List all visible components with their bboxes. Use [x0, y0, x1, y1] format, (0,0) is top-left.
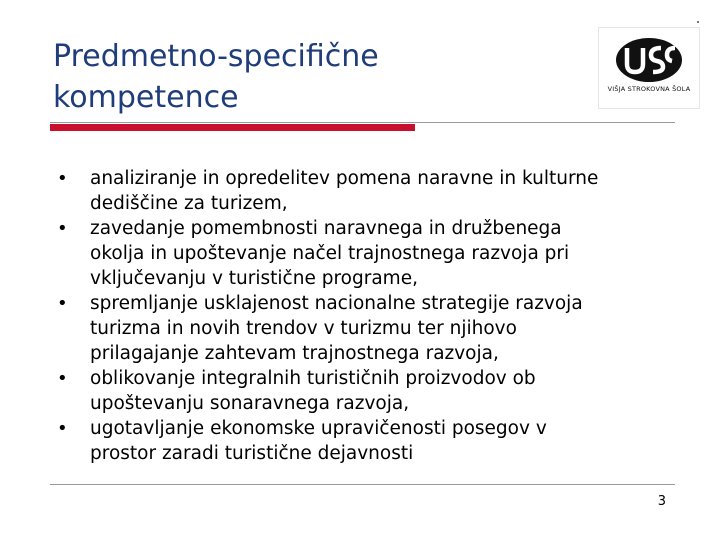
bullet-text: oblikovanje integralnih turističnih proizvodov ob upoštevanju sonaravnega razvoja,	[90, 368, 536, 414]
bullet-item	[50, 416, 680, 466]
footer-divider	[50, 484, 675, 485]
bullet-item	[50, 216, 680, 291]
bullet-icon: •	[57, 368, 68, 389]
slide-title: Predmetno-specifične kompetence	[53, 39, 379, 115]
corner-dot	[697, 21, 699, 23]
bullet-icon: •	[57, 218, 68, 239]
school-logo	[598, 27, 700, 109]
bullet-item	[50, 291, 680, 366]
logo-caption: VIŠJA STROKOVNA ŠOLA	[607, 85, 691, 93]
bullet-item	[50, 166, 680, 216]
bullet-text: spremljanje usklajenost nacionalne strategije razvoja turizma in novih trendov v turizmu ter njihovo prilagajanje zahtevam trajnostnega razvoja,	[90, 293, 583, 364]
page-number: 3	[657, 494, 666, 509]
bullet-item	[50, 366, 680, 416]
bullet-text: analiziranje in opredelitev pomena naravne in kulturne dediščine za turizem,	[90, 168, 599, 214]
title-accent-bar	[50, 124, 415, 131]
bullet-text: zavedanje pomembnosti naravnega in družbenega okolja in upoštevanje načel trajnostnega razvoja pri vključevanju v turistične programe,	[90, 218, 570, 289]
bullet-text: ugotavljanje ekonomske upravičenosti posegov v prostor zaradi turistične dejavnosti	[90, 418, 547, 464]
bullet-icon: •	[57, 418, 68, 439]
bullet-icon: •	[57, 293, 68, 314]
bullet-icon: •	[57, 168, 68, 189]
bullet-list	[50, 166, 680, 466]
uss-logo-icon	[599, 28, 699, 88]
title-divider	[50, 122, 675, 123]
